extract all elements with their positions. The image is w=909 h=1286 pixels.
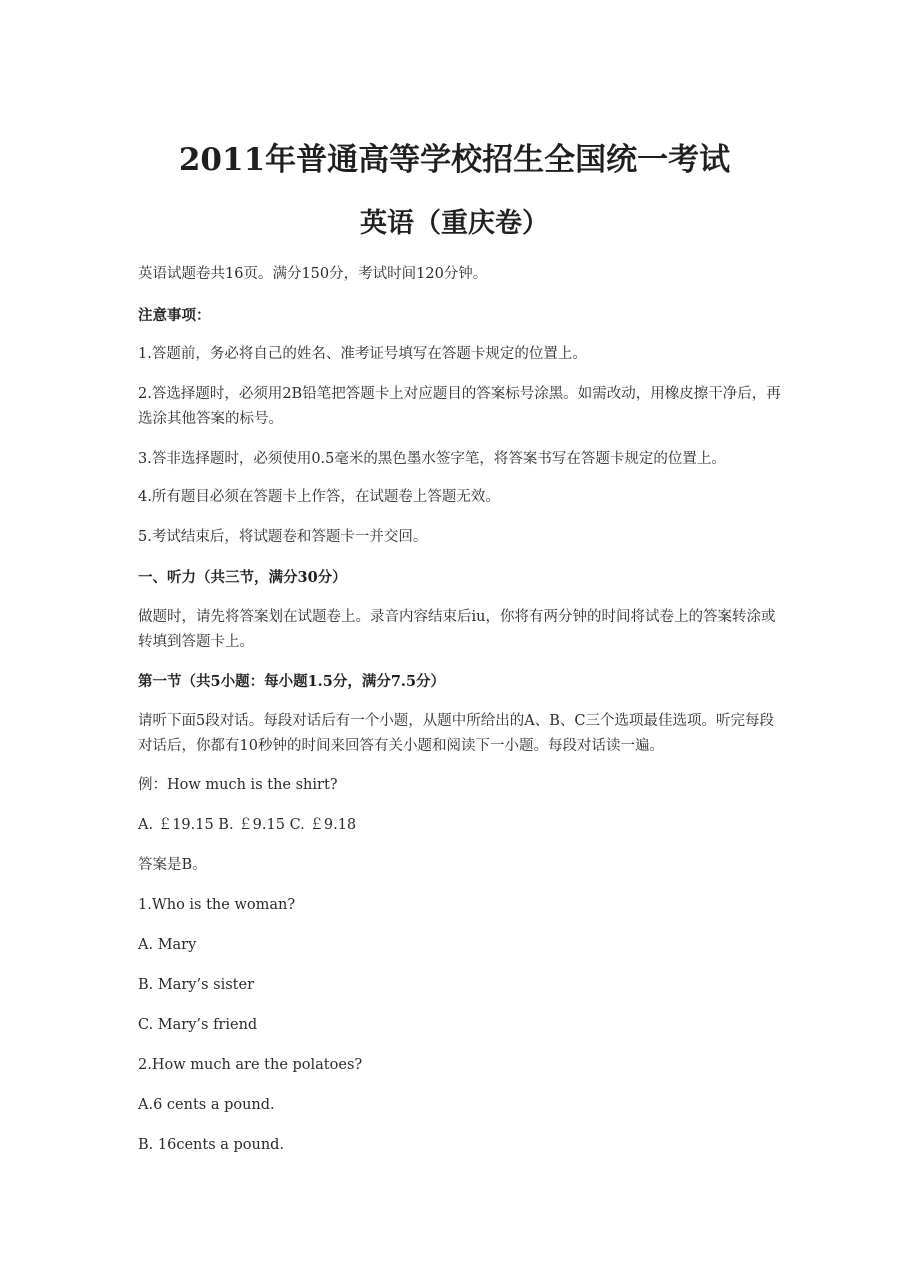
example-options: A. ￡19.15 B. ￡9.15 C. ￡9.18	[138, 817, 357, 833]
notice-item-5: 5.考试结束后，将试题卷和答题卡一并交回。	[138, 529, 428, 545]
example-answer: 答案是B。	[138, 857, 207, 873]
notice-item-1: 1.答题前，务必将自己的姓名、准考证号填写在答题卡规定的位置上。	[138, 346, 587, 362]
example-question: 例：How much is the shirt?	[138, 777, 338, 793]
part1-instruction: 做题时，请先将答案划在试题卷上。录音内容结束后iu，你将有两分钟的时间将试卷上的答案转涂或转填到答题卡上。	[138, 609, 776, 650]
notice-item-4: 4.所有题目必须在答题卡上作答，在试题卷上答题无效。	[138, 489, 500, 505]
exam-intro: 英语试题卷共16页。满分150分，考试时间120分钟。	[138, 266, 488, 282]
question-1-option-c: C. Mary’s friend	[138, 1017, 258, 1033]
part1-heading: 一、听力（共三节，满分30分）	[138, 569, 347, 586]
question-1-option-b: B. Mary’s sister	[138, 977, 255, 993]
question-2-option-b: B. 16cents a pound.	[138, 1137, 285, 1153]
question-2: 2.How much are the polatoes?	[138, 1057, 363, 1073]
notice-item-3: 3.答非选择题时，必须使用0.5毫米的黑色墨水签字笔，将答案书写在答题卡规定的位置上。	[138, 451, 726, 467]
exam-title: 2011年普通高等学校招生全国统一考试	[178, 142, 731, 178]
question-2-option-a: A.6 cents a pound.	[138, 1097, 275, 1113]
notice-item-2: 2.答选择题时，必须用2B铅笔把答题卡上对应题目的答案标号涂黑。如需改动，用橡皮擦干净后，再选涂其他答案的标号。	[138, 386, 781, 427]
section1-heading: 第一节（共5小题：每小题1.5分，满分7.5分）	[138, 673, 446, 690]
section1-instruction: 请听下面5段对话。每段对话后有一个小题，从题中所给出的A、B、C三个选项最佳选项。听完每段对话后，你都有10秒钟的时间来回答有关小题和阅读下一小题。每段对话读一遍。	[138, 713, 774, 754]
question-1: 1.Who is the woman?	[138, 897, 296, 913]
question-1-option-a: A. Mary	[138, 937, 197, 953]
exam-subtitle: 英语（重庆卷）	[360, 208, 549, 239]
notice-heading: 注意事项：	[138, 307, 211, 324]
